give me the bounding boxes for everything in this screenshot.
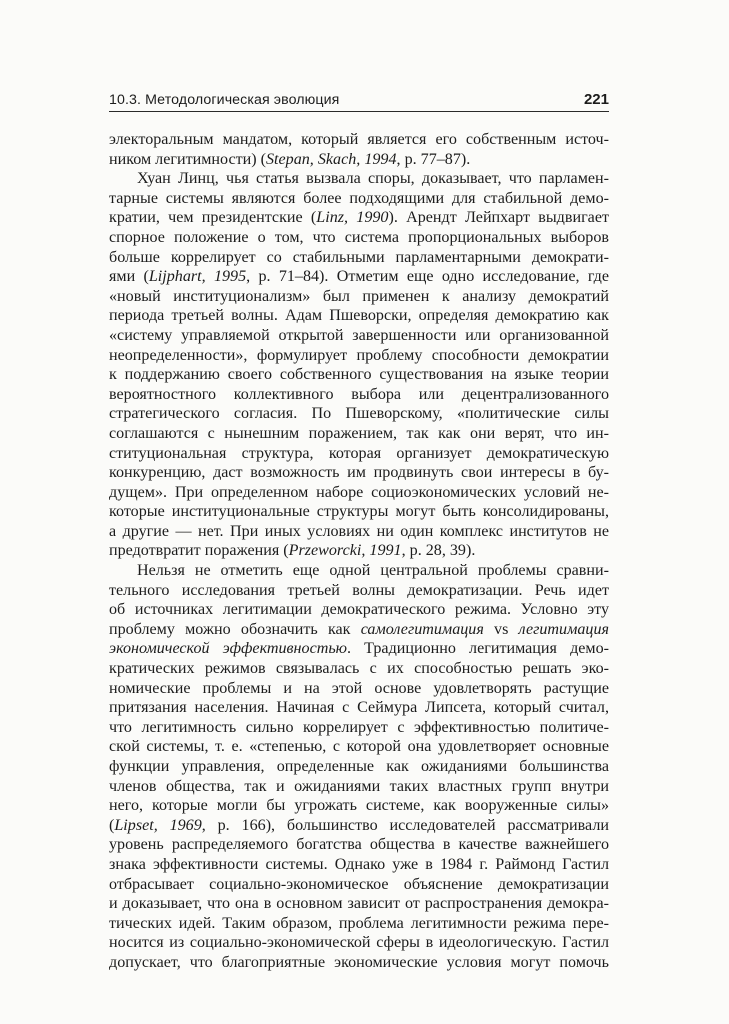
text-line (109, 835, 609, 855)
text-segment: отбрасывает социально-экономическое объяснение демократизации (109, 875, 609, 893)
text-line (109, 130, 609, 150)
text-line (109, 463, 609, 483)
text-segment: неопределенности», формулирует проблему способности демократии (109, 346, 609, 364)
text-segment: дущем». При определенном наборе социоэкономических условий не- (109, 483, 609, 501)
text-segment: , p. 71–84). Отметим еще одно исследование, где (246, 268, 609, 286)
text-segment: что легитимность сильно коррелирует с эффективностью политиче- (109, 718, 609, 736)
text-line (109, 855, 609, 875)
text-segment: знака эффективности системы. Однако уже в 1984 г. Раймонд Гастил (109, 855, 609, 873)
text-line (109, 933, 609, 953)
text-line (109, 326, 609, 346)
text-line (109, 561, 609, 581)
text-line (109, 522, 609, 542)
text-segment: тарные системы являются более подходящими для стабильной демо- (109, 189, 609, 207)
text-segment: конкуренцию, даст возможность им продвинуть свои интересы в бу- (109, 464, 609, 482)
text-line (109, 248, 609, 268)
text-segment: , p. 77–87). (396, 150, 471, 168)
text-segment: об источниках легитимации демократического режима. Условно эту (109, 601, 609, 619)
text-segment: допускает, что благоприятные экономические условия могут помочь (109, 953, 609, 971)
text-segment: него, которые могли бы угрожать системе, как вооруженные силы» (109, 797, 609, 815)
text-line (109, 541, 609, 561)
running-header (109, 87, 609, 112)
text-line (109, 287, 609, 307)
text-segment: , p. 166), большинство исследователей рассматривали (201, 816, 609, 834)
text-segment: которые институциональные структуры могут быть консолидированы, (109, 503, 609, 521)
text-segment: носится из социально-экономической сферы в идеологическую. Гастил (109, 934, 609, 952)
text-line (109, 424, 609, 444)
body-text (109, 130, 609, 973)
text-line (109, 737, 609, 757)
text-line (109, 150, 609, 170)
italic-citation: самолегитимация (360, 620, 484, 638)
text-segment: вероятностного коллективного выбора или децентрализованного (109, 385, 609, 403)
italic-citation: Stepan, Skach, 1994 (266, 150, 397, 168)
text-segment: притязания населения. Начиная с Сеймура Липсета, который считал, (109, 699, 609, 717)
page-number: 221 (583, 91, 609, 108)
italic-citation: Przeworcki, 1991 (288, 542, 402, 560)
text-segment: соглашаются с нынешним поражением, так как они верят, что ин- (109, 424, 609, 442)
text-line (109, 679, 609, 699)
text-segment: кратических режимов связывалась с их способностью решать эко- (109, 660, 609, 678)
text-line (109, 169, 609, 189)
text-segment: предотвратит поражения ( (109, 542, 289, 560)
text-line (109, 698, 609, 718)
text-segment: электоральным мандатом, который является его собственным источ- (109, 131, 609, 148)
text-segment: больше коррелирует со стабильными парламентарными демократи- (109, 248, 609, 266)
text-line (109, 404, 609, 424)
italic-citation: Lijphart, 1995 (148, 268, 247, 286)
text-segment: ституциональная структура, которая организует демократическую (109, 444, 609, 462)
text-line (109, 894, 609, 914)
text-segment: к поддержанию своего собственного существования на языке теории (109, 366, 609, 384)
text-line (109, 189, 609, 209)
text-line (109, 620, 609, 640)
text-line (109, 385, 609, 405)
text-segment: ( (109, 816, 115, 834)
text-segment: «новый институционализм» был применен к анализу демократий (109, 287, 609, 305)
text-line (109, 267, 609, 287)
text-line (109, 796, 609, 816)
text-line (109, 581, 609, 601)
text-segment: уровень распределяемого богатства общества в качестве важнейшего (109, 836, 609, 854)
text-segment: . Традиционно легитимация демо- (347, 640, 609, 658)
text-line (109, 346, 609, 366)
text-segment: тических идей. Таким образом, проблема легитимности режима пере- (109, 914, 609, 932)
text-segment: Нельзя не отметить еще одной центральной проблемы сравни- (137, 562, 609, 580)
text-line (109, 718, 609, 738)
italic-citation: легитимация (518, 620, 609, 638)
text-line (109, 306, 609, 326)
text-segment: функции управления, определенные как ожиданиями большинства (109, 758, 609, 775)
text-segment: и доказывает, что она в основном зависит от распространения демокра- (109, 895, 609, 913)
text-line (109, 659, 609, 679)
text-line (109, 757, 609, 777)
text-segment: vs (483, 620, 519, 638)
text-line (109, 365, 609, 385)
text-segment: тельного исследования третьей волны демократизации. Речь идет (109, 581, 609, 599)
text-segment: «систему управляемой открытой завершенности или организованной (109, 326, 609, 344)
text-line (109, 208, 609, 228)
text-segment: ской системы, т. е. «степенью, с которой она удовлетворяет основные (109, 738, 609, 756)
italic-citation: Lipset, 1969 (114, 816, 202, 834)
text-line (109, 639, 609, 659)
text-segment: номические проблемы и на этой основе удовлетворять растущие (109, 679, 609, 697)
italic-citation: Linz, 1990 (316, 209, 389, 227)
text-line (109, 777, 609, 797)
text-segment: а другие — нет. При иных условиях ни один комплекс институтов не (109, 522, 609, 540)
running-title: 10.3. Методологическая эволюция (109, 92, 340, 108)
text-line (109, 953, 609, 973)
text-segment: кратии, чем президентские ( (109, 209, 317, 227)
text-line (109, 816, 609, 836)
text-segment: стратегического согласия. По Пшеворскому, «политические силы (109, 405, 609, 423)
text-line (109, 228, 609, 248)
text-segment: спорное положение о том, что система пропорциональных выборов (109, 228, 609, 246)
text-segment: ями ( (109, 268, 149, 286)
italic-citation: экономической эффективностью (109, 640, 348, 658)
text-line (109, 502, 609, 522)
text-segment: , p. 28, 39). (401, 542, 476, 560)
text-segment: ником легитимности) ( (109, 150, 266, 168)
text-segment: ). Арендт Лейпхарт выдвигает (388, 209, 609, 227)
text-segment: периода третьей волны. Адам Пшеворски, определяя демократию как (109, 307, 609, 325)
text-line (109, 914, 609, 934)
text-line (109, 483, 609, 503)
text-segment: Хуан Линц, чья статья вызвала споры, доказывает, что парламен- (137, 170, 609, 188)
text-segment: проблему можно обозначить как (109, 620, 361, 638)
text-segment: членов общества, так и ожиданиями таких властных групп внутри (109, 777, 609, 795)
text-line (109, 875, 609, 895)
text-line (109, 444, 609, 464)
text-line (109, 600, 609, 620)
